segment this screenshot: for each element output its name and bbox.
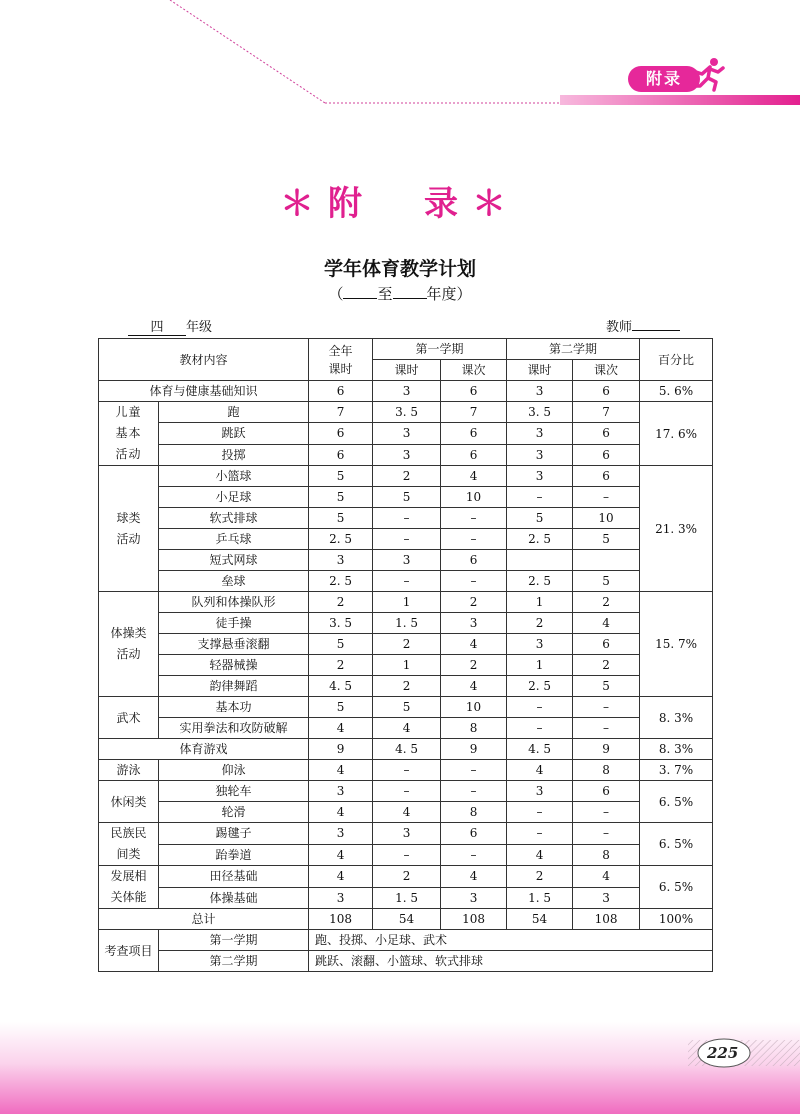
s2-hours-cell: 4. 5	[507, 739, 573, 760]
s2-hours-cell: –	[507, 823, 573, 845]
category-cell: 球类活动	[99, 466, 159, 592]
year-line: （ 至 年度）	[328, 285, 472, 303]
s2-hours-cell: 3	[507, 781, 573, 802]
year-hours-cell: 3	[309, 823, 373, 845]
s1-lessons-cell: 4	[441, 634, 507, 655]
s1-lessons-cell: 7	[441, 402, 507, 423]
s1-hours-cell: 4	[373, 718, 441, 739]
grade-label: 年级	[186, 320, 213, 335]
table-row	[99, 613, 713, 634]
s1-lessons-cell: 8	[441, 718, 507, 739]
s2-hours-cell: 2	[507, 866, 573, 888]
s2-hours-cell: 1	[507, 655, 573, 676]
item-cell: 短式网球	[159, 550, 309, 571]
year-hours-cell: 2	[309, 592, 373, 613]
s2-lessons-cell: –	[573, 718, 640, 739]
year-hours-cell: 3	[309, 550, 373, 571]
table-row	[99, 718, 713, 739]
assessment-sem2-items: 跳跃、滚翻、小篮球、软式排球	[309, 951, 713, 972]
s1-lessons-cell: 6	[441, 423, 507, 444]
item-cell: 基本功	[159, 697, 309, 718]
s2-lessons-cell: –	[573, 697, 640, 718]
table-row	[99, 844, 713, 866]
s2-lessons-cell: 7	[573, 402, 640, 423]
s1-lessons-cell: 4	[441, 866, 507, 888]
year-hours-cell: 3	[309, 781, 373, 802]
percent-cell: 17. 6%	[640, 402, 713, 466]
s1-hours-cell: 3	[373, 823, 441, 845]
year-hours-cell: 4	[309, 760, 373, 781]
s2-lessons-cell: 108	[573, 909, 640, 930]
header-row	[99, 339, 713, 360]
s1-hours-cell: 4. 5	[373, 739, 441, 760]
item-cell: 总计	[99, 909, 309, 930]
page-title: ＊附 录＊	[280, 184, 520, 224]
s1-lessons-cell: 4	[441, 466, 507, 487]
category-cell: 休闲类	[99, 781, 159, 823]
teacher-field	[606, 316, 680, 335]
assessment-row	[99, 951, 713, 972]
s1-lessons-cell: 10	[441, 697, 507, 718]
s2-lessons-cell: 3	[573, 887, 640, 909]
category-cell: 武术	[99, 697, 159, 739]
category-cell: 儿童基本活动	[99, 402, 159, 466]
header-percent: 百分比	[640, 339, 713, 381]
appendix-badge: 附录	[628, 66, 700, 92]
s2-lessons-cell: 5	[573, 571, 640, 592]
table-row	[99, 823, 713, 845]
s1-hours-cell: 5	[373, 487, 441, 508]
s1-hours-cell: 5	[373, 697, 441, 718]
percent-cell: 21. 3%	[640, 466, 713, 592]
s2-hours-cell: 1. 5	[507, 887, 573, 909]
item-cell: 乒乓球	[159, 529, 309, 550]
s1-hours-cell: 2	[373, 676, 441, 697]
s2-lessons-cell: 6	[573, 781, 640, 802]
s2-hours-cell: 1	[507, 592, 573, 613]
s2-lessons-cell: 5	[573, 676, 640, 697]
item-cell: 跳跃	[159, 423, 309, 444]
item-cell: 体育与健康基础知识	[99, 381, 309, 402]
s2-hours-cell: 4	[507, 760, 573, 781]
table-row	[99, 423, 713, 444]
page-number: 225	[707, 1044, 739, 1062]
s1-hours-cell: 3	[373, 550, 441, 571]
s2-lessons-cell: 10	[573, 508, 640, 529]
s2-lessons-cell: 8	[573, 760, 640, 781]
s2-hours-cell: 3	[507, 466, 573, 487]
year-hours-cell: 5	[309, 697, 373, 718]
s2-lessons-cell: 9	[573, 739, 640, 760]
runner-icon	[690, 56, 726, 98]
s1-lessons-cell: 2	[441, 655, 507, 676]
table-row	[99, 529, 713, 550]
s1-lessons-cell: 3	[441, 887, 507, 909]
year-hours-cell: 2	[309, 655, 373, 676]
table-row	[99, 487, 713, 508]
year-hours-cell: 4	[309, 866, 373, 888]
table-row	[99, 444, 713, 465]
s1-lessons-cell: 2	[441, 592, 507, 613]
total-row	[99, 909, 713, 930]
s1-hours-cell: –	[373, 571, 441, 592]
s1-hours-cell: –	[373, 508, 441, 529]
s1-lessons-cell: 8	[441, 802, 507, 823]
year-hours-cell: 6	[309, 444, 373, 465]
s1-hours-cell: –	[373, 844, 441, 866]
s2-lessons-cell: 2	[573, 655, 640, 676]
item-cell: 仰泳	[159, 760, 309, 781]
s2-hours-cell: 5	[507, 508, 573, 529]
s1-lessons-cell: 9	[441, 739, 507, 760]
year-hours-cell: 2. 5	[309, 571, 373, 592]
header-s1-hours: 课时	[373, 360, 441, 381]
percent-cell: 5. 6%	[640, 381, 713, 402]
s2-hours-cell: 54	[507, 909, 573, 930]
s1-hours-cell: –	[373, 781, 441, 802]
category-cell: 体操类活动	[99, 592, 159, 697]
s1-lessons-cell: 4	[441, 676, 507, 697]
percent-cell: 3. 7%	[640, 760, 713, 781]
header-bar	[560, 95, 800, 105]
item-cell: 跆拳道	[159, 844, 309, 866]
year-hours-cell: 108	[309, 909, 373, 930]
header-content: 教材内容	[99, 339, 309, 381]
percent-cell: 6. 5%	[640, 823, 713, 866]
s1-lessons-cell: 108	[441, 909, 507, 930]
s2-hours-cell: –	[507, 718, 573, 739]
item-cell: 垒球	[159, 571, 309, 592]
s1-hours-cell: 3	[373, 381, 441, 402]
s1-hours-cell: 3	[373, 423, 441, 444]
table-row	[99, 592, 713, 613]
s1-lessons-cell: 6	[441, 823, 507, 845]
s2-hours-cell: 2. 5	[507, 571, 573, 592]
item-cell: 支撑悬垂滚翻	[159, 634, 309, 655]
grade-field	[128, 316, 212, 336]
s1-hours-cell: –	[373, 529, 441, 550]
s2-lessons-cell: 6	[573, 466, 640, 487]
year-hours-cell: 4	[309, 844, 373, 866]
s2-lessons-cell: –	[573, 802, 640, 823]
year-hours-cell: 5	[309, 487, 373, 508]
s1-lessons-cell: 6	[441, 444, 507, 465]
category-cell: 民族民间类	[99, 823, 159, 866]
s2-lessons-cell: 6	[573, 423, 640, 444]
table-row	[99, 887, 713, 909]
table-row	[99, 381, 713, 402]
s2-hours-cell: 4	[507, 844, 573, 866]
percent-cell: 6. 5%	[640, 866, 713, 909]
s2-lessons-cell: –	[573, 487, 640, 508]
table-row	[99, 866, 713, 888]
year-hours-cell: 2. 5	[309, 529, 373, 550]
table-row	[99, 571, 713, 592]
s2-lessons-cell: 6	[573, 634, 640, 655]
s1-hours-cell: 1	[373, 655, 441, 676]
s1-hours-cell: 1. 5	[373, 613, 441, 634]
s2-lessons-cell: 2	[573, 592, 640, 613]
s1-hours-cell: 2	[373, 634, 441, 655]
item-cell: 韵律舞蹈	[159, 676, 309, 697]
year-hours-cell: 5	[309, 508, 373, 529]
s2-hours-cell: 3	[507, 444, 573, 465]
table-row	[99, 466, 713, 487]
s1-lessons-cell: –	[441, 571, 507, 592]
teacher-label: 教师	[606, 320, 633, 335]
s1-hours-cell: 54	[373, 909, 441, 930]
s1-lessons-cell: –	[441, 508, 507, 529]
table-row	[99, 802, 713, 823]
s1-hours-cell: 1	[373, 592, 441, 613]
header-year: 全年 课时	[309, 339, 373, 381]
s1-lessons-cell: 10	[441, 487, 507, 508]
category-cell: 游泳	[99, 760, 159, 781]
s2-lessons-cell: 6	[573, 444, 640, 465]
assessment-sem1-label: 第一学期	[159, 930, 309, 951]
header-s1-lessons: 课次	[441, 360, 507, 381]
s1-lessons-cell: –	[441, 781, 507, 802]
s2-lessons-cell: 4	[573, 613, 640, 634]
header-sem1: 第一学期	[373, 339, 507, 360]
s1-lessons-cell: 3	[441, 613, 507, 634]
diagonal-dotted-line	[170, 0, 325, 103]
year-hours-cell: 5	[309, 634, 373, 655]
s2-hours-cell: –	[507, 697, 573, 718]
percent-cell: 6. 5%	[640, 781, 713, 823]
table-row	[99, 634, 713, 655]
year-hours-cell: 3. 5	[309, 613, 373, 634]
s1-lessons-cell: –	[441, 844, 507, 866]
assessment-row	[99, 930, 713, 951]
grade-value: 四	[128, 316, 186, 336]
s2-hours-cell: 2. 5	[507, 529, 573, 550]
s2-hours-cell: –	[507, 487, 573, 508]
assessment-sem1-items: 跑、投掷、小足球、武术	[309, 930, 713, 951]
year-hours-cell: 4	[309, 718, 373, 739]
s2-lessons-cell	[573, 550, 640, 571]
year-hours-cell: 6	[309, 381, 373, 402]
table-row	[99, 739, 713, 760]
header-s2-lessons: 课次	[573, 360, 640, 381]
year-hours-cell: 7	[309, 402, 373, 423]
assessment-sem2-label: 第二学期	[159, 951, 309, 972]
header-s2-hours: 课时	[507, 360, 573, 381]
percent-cell: 8. 3%	[640, 739, 713, 760]
item-cell: 轮滑	[159, 802, 309, 823]
s1-lessons-cell: –	[441, 760, 507, 781]
bottom-gradient	[0, 1022, 800, 1114]
item-cell: 独轮车	[159, 781, 309, 802]
percent-cell: 15. 7%	[640, 592, 713, 697]
item-cell: 软式排球	[159, 508, 309, 529]
year-hours-cell: 3	[309, 887, 373, 909]
year-hours-cell: 5	[309, 466, 373, 487]
year-hours-cell: 4. 5	[309, 676, 373, 697]
s2-hours-cell	[507, 550, 573, 571]
assessment-label: 考查项目	[99, 930, 159, 972]
s2-lessons-cell: –	[573, 823, 640, 845]
s2-lessons-cell: 6	[573, 381, 640, 402]
s1-lessons-cell: 6	[441, 550, 507, 571]
item-cell: 投掷	[159, 444, 309, 465]
item-cell: 实用拳法和攻防破解	[159, 718, 309, 739]
s1-hours-cell: 4	[373, 802, 441, 823]
s2-lessons-cell: 8	[573, 844, 640, 866]
s1-lessons-cell: 6	[441, 381, 507, 402]
table-row	[99, 550, 713, 571]
year-hours-cell: 6	[309, 423, 373, 444]
item-cell: 轻器械操	[159, 655, 309, 676]
header-sem2: 第二学期	[507, 339, 640, 360]
s2-hours-cell: 2	[507, 613, 573, 634]
item-cell: 体育游戏	[99, 739, 309, 760]
table-row	[99, 760, 713, 781]
percent-cell: 100%	[640, 909, 713, 930]
year-hours-cell: 9	[309, 739, 373, 760]
item-cell: 踢毽子	[159, 823, 309, 845]
year-hours-cell: 4	[309, 802, 373, 823]
plan-title: 学年体育教学计划	[323, 258, 476, 280]
s1-hours-cell: 3	[373, 444, 441, 465]
table-row	[99, 655, 713, 676]
s2-hours-cell: 3	[507, 423, 573, 444]
s1-hours-cell: 3. 5	[373, 402, 441, 423]
s2-lessons-cell: 4	[573, 866, 640, 888]
percent-cell: 8. 3%	[640, 697, 713, 739]
item-cell: 田径基础	[159, 866, 309, 888]
item-cell: 跑	[159, 402, 309, 423]
s1-hours-cell: 2	[373, 866, 441, 888]
s2-hours-cell: 3. 5	[507, 402, 573, 423]
table-row	[99, 697, 713, 718]
s1-hours-cell: –	[373, 760, 441, 781]
table-row	[99, 402, 713, 423]
item-cell: 队列和体操队形	[159, 592, 309, 613]
category-cell: 发展相关体能	[99, 866, 159, 909]
s2-hours-cell: 3	[507, 381, 573, 402]
s2-hours-cell: 2. 5	[507, 676, 573, 697]
s1-hours-cell: 2	[373, 466, 441, 487]
table-row	[99, 508, 713, 529]
item-cell: 徒手操	[159, 613, 309, 634]
plan-table	[98, 338, 713, 972]
s2-lessons-cell: 5	[573, 529, 640, 550]
item-cell: 体操基础	[159, 887, 309, 909]
table-row	[99, 676, 713, 697]
item-cell: 小足球	[159, 487, 309, 508]
s1-lessons-cell: –	[441, 529, 507, 550]
s2-hours-cell: –	[507, 802, 573, 823]
s2-hours-cell: 3	[507, 634, 573, 655]
table-row	[99, 781, 713, 802]
s1-hours-cell: 1. 5	[373, 887, 441, 909]
item-cell: 小篮球	[159, 466, 309, 487]
